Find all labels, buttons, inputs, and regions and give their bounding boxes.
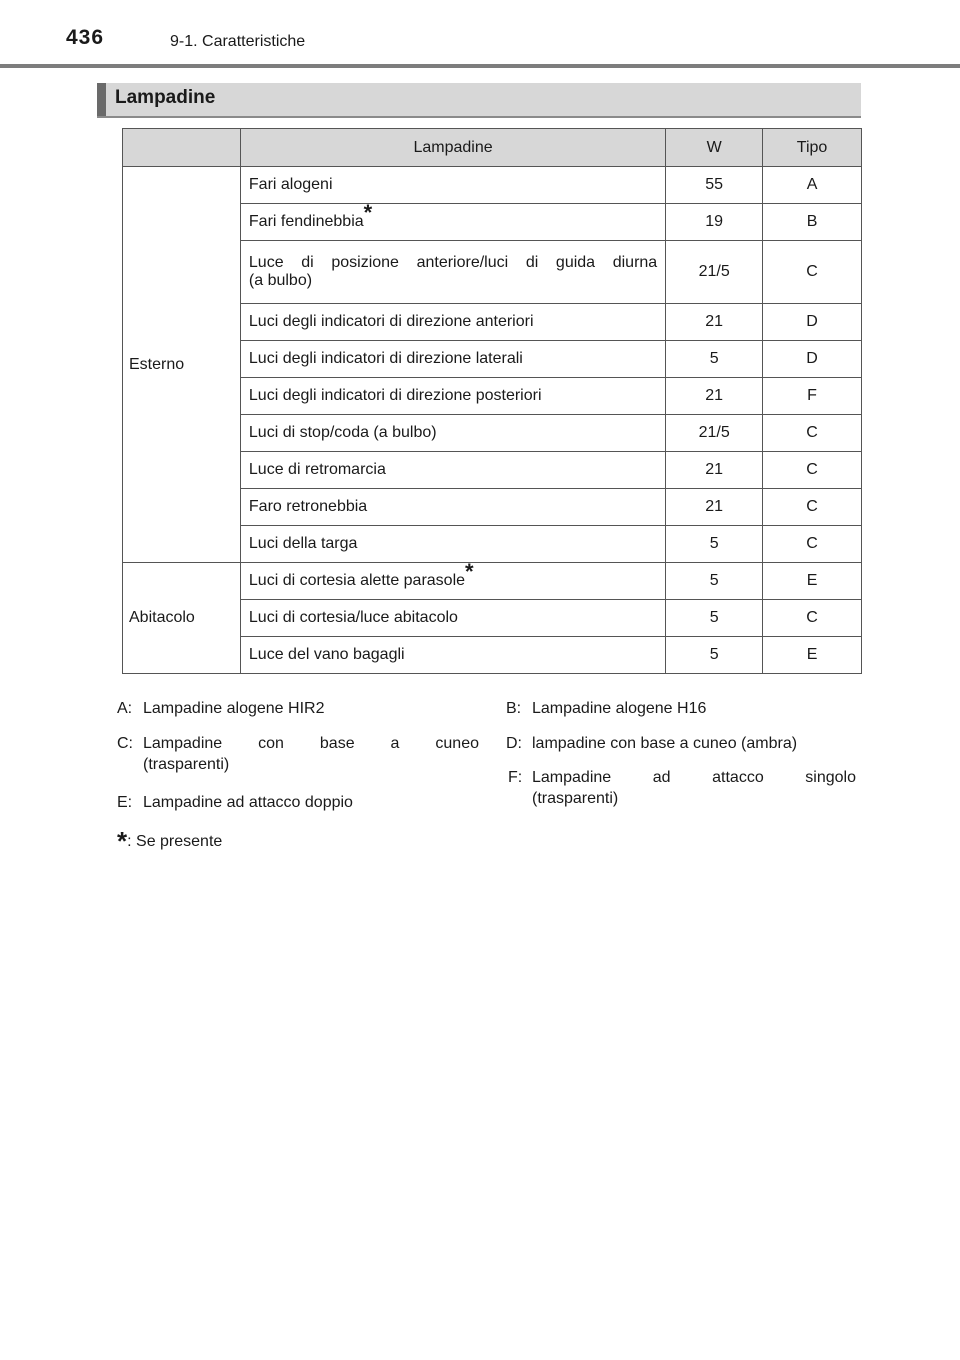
- bulb-type: E: [763, 563, 862, 600]
- bulb-type: D: [763, 304, 862, 341]
- bulb-name: Luci della targa: [240, 526, 665, 563]
- bulb-watt: 55: [666, 167, 763, 204]
- legend-text: Lampadine alogene H16: [532, 700, 707, 717]
- bulb-watt: 19: [666, 204, 763, 241]
- legend-text: lampadine con base a cuneo (ambra): [532, 735, 798, 752]
- bulb-table: [122, 128, 862, 674]
- bulb-watt: 5: [666, 637, 763, 674]
- bulb-name: [240, 200, 665, 241]
- bulb-name: Fari alogeni: [240, 167, 665, 204]
- legend-text-line1: Lampadine con base a cuneo: [143, 735, 479, 752]
- bulb-name: Luci di stop/coda (a bulbo): [240, 415, 665, 452]
- legend-key: E:: [117, 794, 133, 811]
- bulb-type: C: [763, 415, 862, 452]
- footnote-symbol: *: [117, 826, 128, 856]
- bulb-name: Luci degli indicatori di direzione anteriori: [240, 304, 665, 341]
- table-row: [123, 563, 862, 600]
- bulb-name: Faro retronebbia: [240, 489, 665, 526]
- legend-f: [506, 767, 856, 811]
- legend-text: Lampadine ad attacco doppio: [143, 794, 353, 811]
- bulb-type: C: [763, 452, 862, 489]
- bulb-name-text: Fari fendinebbia: [248, 213, 364, 230]
- bulb-watt: 5: [666, 563, 763, 600]
- bulb-name: [240, 241, 665, 304]
- legend-key: C:: [117, 735, 133, 752]
- legend-text-line1: Lampadine ad attacco singolo: [532, 769, 856, 786]
- header-bulbs: Lampadine: [240, 129, 665, 167]
- bulb-name: Luce di retromarcia: [240, 452, 665, 489]
- bulb-name-line1: Luce di posizione anteriore/luci di guida diurna: [248, 254, 658, 271]
- bulb-type: C: [763, 600, 862, 637]
- legend-key: A:: [117, 700, 133, 717]
- bulb-name: Luci di cortesia/luce abitacolo: [240, 600, 665, 637]
- bulb-type: E: [763, 637, 862, 674]
- section-title-bar: [97, 83, 861, 117]
- bulb-type: C: [763, 489, 862, 526]
- asterisk-marker: *: [363, 200, 373, 225]
- group-esterno: Esterno: [123, 167, 241, 563]
- header-group: [123, 129, 241, 167]
- header-rule: [0, 64, 960, 68]
- section-title: Lampadine: [115, 87, 216, 108]
- footnote: [117, 822, 223, 856]
- group-abitacolo: Abitacolo: [123, 563, 241, 674]
- section-rule: [97, 116, 861, 118]
- bulb-watt: 21/5: [666, 415, 763, 452]
- bulb-watt: 5: [666, 341, 763, 378]
- bulb-type: F: [763, 378, 862, 415]
- legend-key: F:: [508, 769, 523, 786]
- section-heading: 9-1. Caratteristiche: [170, 33, 306, 50]
- bulb-watt: 5: [666, 600, 763, 637]
- header-watt: W: [666, 129, 763, 167]
- bulb-type: C: [763, 241, 862, 304]
- bulb-type: A: [763, 167, 862, 204]
- legend-text-line2: (trasparenti): [143, 756, 230, 773]
- bulb-watt: 21: [666, 378, 763, 415]
- page-number: 436: [66, 26, 105, 49]
- table-header-row: [123, 129, 862, 167]
- bulb-type: C: [763, 526, 862, 563]
- bulb-watt: 21: [666, 304, 763, 341]
- bulb-name: [240, 559, 665, 600]
- legend-c: [117, 733, 479, 777]
- bulb-type: D: [763, 341, 862, 378]
- bulb-type: B: [763, 204, 862, 241]
- table-row: [123, 167, 862, 204]
- legend-text: [532, 767, 856, 809]
- bulb-name-line2: (a bulbo): [248, 272, 313, 289]
- section-title-accent: [97, 83, 106, 117]
- legend-key: D:: [506, 735, 522, 752]
- legend-key: B:: [506, 700, 522, 717]
- bulb-watt: 21/5: [666, 241, 763, 304]
- legend-text-line2: (trasparenti): [532, 790, 619, 807]
- legend-text: [143, 733, 479, 775]
- bulb-watt: 21: [666, 489, 763, 526]
- footnote-text: : Se presente: [127, 833, 223, 850]
- bulb-watt: 21: [666, 452, 763, 489]
- legend-text: Lampadine alogene HIR2: [143, 700, 325, 717]
- bulb-name-text: Luci di cortesia alette parasole: [248, 572, 466, 589]
- header-type: Tipo: [763, 129, 862, 167]
- asterisk-marker: *: [465, 559, 474, 584]
- bulb-name: Luce del vano bagagli: [240, 637, 665, 674]
- bulb-name: Luci degli indicatori di direzione posteriori: [240, 378, 665, 415]
- bulb-watt: 5: [666, 526, 763, 563]
- bulb-name: Luci degli indicatori di direzione laterali: [240, 341, 665, 378]
